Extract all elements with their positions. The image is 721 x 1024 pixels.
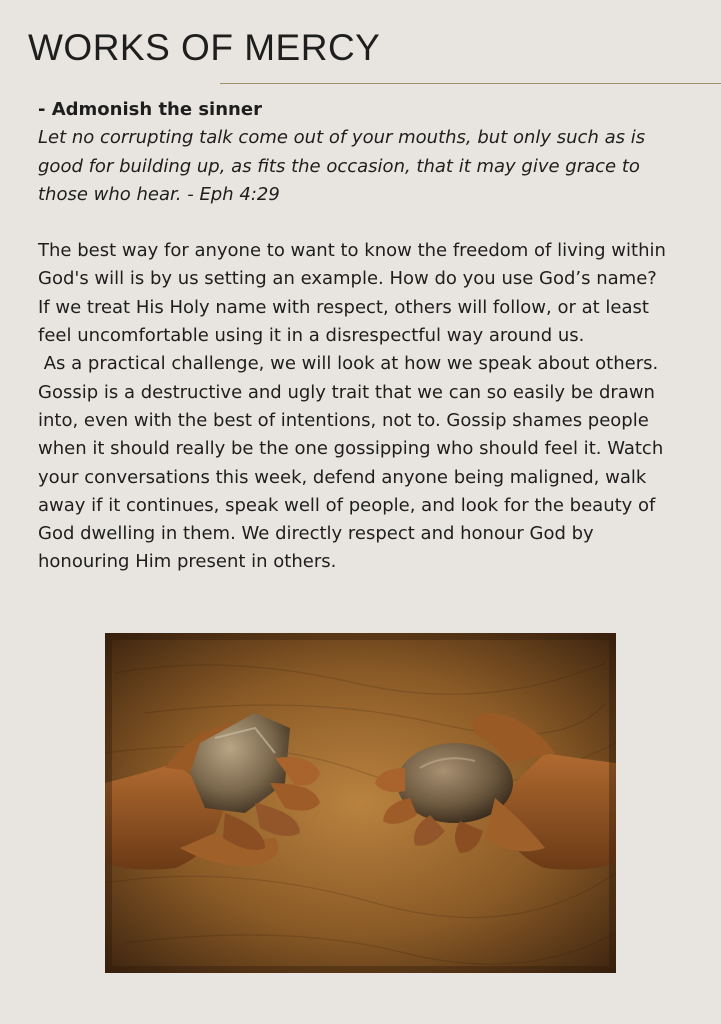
body-paragraph-2: As a practical challenge, we will look at how we speak about others. Gossip is a destructive and ugly trait that we can so easily be drawn into, even with the best of intentions, not to. Gossip shames people when it should really be the one gossipping who should feel it. Watch your conversations this week, defend anyone being maligned, walk away if it continues, speak well of people, and look for the beauty of God dwelling in them. We directly respect and honour God by honouring Him present in others. <box>38 353 669 573</box>
main-content <box>38 96 672 577</box>
scripture-quote: Let no corrupting talk come out of your mouths, but only such as is good for building up, as fits the occasion, that it may give grace to those who hear. - Eph 4:29 <box>38 127 646 205</box>
paragraph-spacer <box>38 209 668 237</box>
hands-holding-stones-illustration <box>105 633 616 973</box>
title-divider <box>220 83 721 84</box>
painting-svg <box>105 633 616 973</box>
section-heading: - Admonish the sinner <box>38 99 262 120</box>
body-paragraph-1: The best way for anyone to want to know the freedom of living within God's will is by us setting an example. How do you use God’s name? If we treat His Holy name with respect, others will follow, or at least feel uncomfortable using it in a disrespectful way around us. <box>38 240 672 347</box>
page-title: WORKS OF MERCY <box>28 27 381 68</box>
